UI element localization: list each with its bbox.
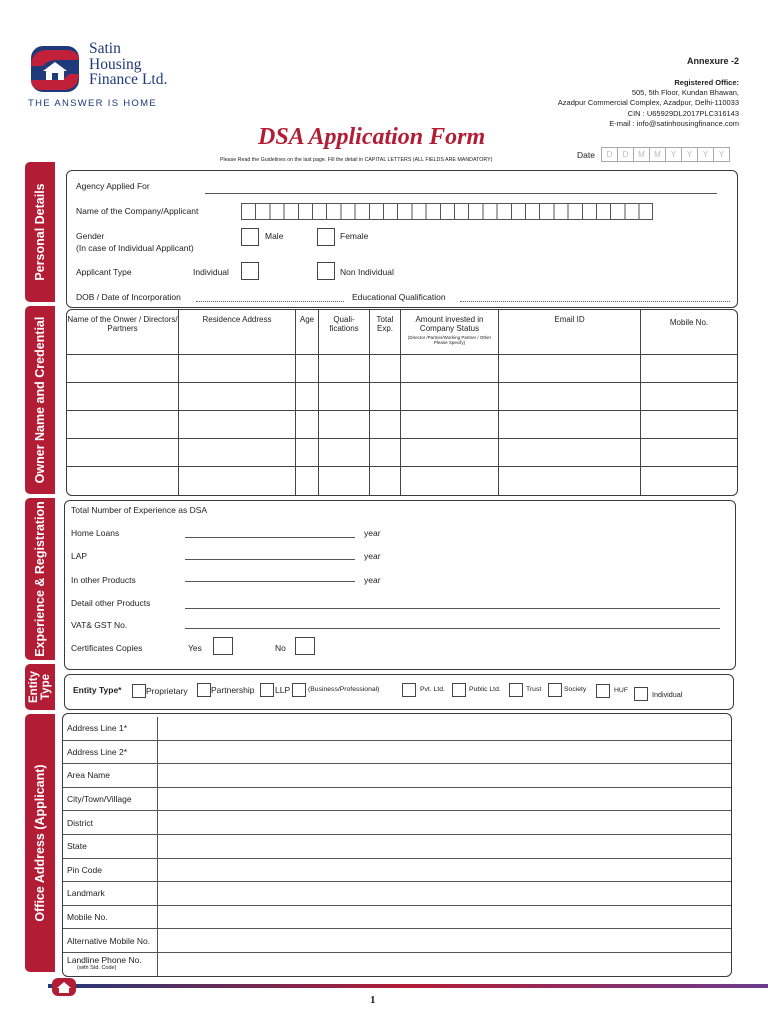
registered-office-block (558, 78, 739, 129)
education-input[interactable] (460, 301, 730, 302)
home-loans-input[interactable] (185, 537, 355, 538)
address-row (63, 929, 731, 953)
non-individual-checkbox[interactable] (317, 262, 335, 280)
date-box-month[interactable]: M (649, 147, 666, 162)
detail-other-label: Detail other Products (71, 598, 151, 608)
form-title: DSA Application Form (258, 124, 486, 150)
male-checkbox[interactable] (241, 228, 259, 246)
state-input[interactable] (158, 834, 732, 858)
city-input[interactable] (158, 787, 732, 811)
public-ltd-label: Public Ltd. (469, 686, 501, 693)
tab-office-address: Office Address (Applicant) (25, 714, 55, 972)
personal-details-section (66, 170, 738, 308)
experience-section (64, 500, 736, 670)
individual-checkbox[interactable] (241, 262, 259, 280)
company-name-label: Name of the Company/Applicant (76, 206, 199, 216)
other-products-input[interactable] (185, 581, 355, 582)
address-row (63, 717, 731, 740)
address-row (63, 834, 731, 858)
address-line-2-label: Address Line 2* (63, 740, 158, 764)
office-address-section (62, 713, 732, 977)
table-row[interactable] (67, 411, 738, 439)
district-input[interactable] (158, 811, 732, 835)
address-line-1-input[interactable] (158, 717, 732, 740)
form-instruction: Please Read the Guidelines on the last page. Fill the detail in CAPITAL LETTERS (ALL FIELDS ARE MANDATORY) (220, 157, 493, 163)
table-row[interactable] (67, 467, 738, 497)
lap-input[interactable] (185, 559, 355, 560)
yes-label: Yes (188, 643, 202, 653)
society-checkbox[interactable] (548, 683, 562, 697)
lap-label: LAP (71, 551, 88, 561)
year-label: year (364, 551, 381, 561)
vat-gst-input[interactable] (185, 628, 720, 629)
llp-checkbox[interactable] (260, 683, 274, 697)
office-address-line: Azadpur Commercial Complex, Azadpur, Delhi-110033 (557, 98, 739, 108)
male-label: Male (265, 231, 284, 241)
date-box-day[interactable]: D (617, 147, 634, 162)
trust-checkbox[interactable] (509, 683, 523, 697)
no-checkbox[interactable] (295, 637, 315, 655)
column-header: Quali- fications (319, 310, 370, 355)
certificates-label: Certificates Copies (71, 643, 143, 653)
house-logo-icon (29, 44, 81, 94)
tab-personal-details: Personal Details (25, 162, 55, 302)
office-email: E-mail : info@satinhousingfinance.com (609, 118, 739, 128)
address-row (63, 811, 731, 835)
huf-checkbox[interactable] (596, 684, 610, 698)
column-header: Name of the Onwer / Directors/ Partners (67, 310, 179, 355)
page-number: 1 (370, 994, 376, 1006)
column-header: Age (296, 310, 319, 355)
mobile-label: Mobile No. (63, 905, 158, 929)
company-logo (28, 40, 189, 114)
date-box-year[interactable]: Y (713, 147, 730, 162)
huf-label: HUF (614, 687, 628, 694)
tab-entity-type: Entity Type (25, 664, 55, 710)
date-label: Date (577, 150, 595, 160)
state-label: State (63, 834, 158, 858)
proprietary-checkbox[interactable] (132, 684, 146, 698)
home-footer-icon (52, 978, 76, 996)
date-box-year[interactable]: Y (681, 147, 698, 162)
llp-label: LLP (275, 685, 291, 695)
column-header: Total Exp. (370, 310, 401, 355)
year-label: year (364, 575, 381, 585)
address-line-2-input[interactable] (158, 740, 732, 764)
date-box-year[interactable]: Y (697, 147, 714, 162)
pvt-ltd-checkbox[interactable] (402, 683, 416, 697)
address-row (63, 905, 731, 929)
public-ltd-checkbox[interactable] (452, 683, 466, 697)
landline-input[interactable] (158, 952, 732, 975)
pin-code-label: Pin Code (63, 858, 158, 882)
office-cin: CIN : U65929DL2017PLC316143 (627, 108, 739, 118)
address-line-1-label: Address Line 1* (63, 717, 158, 740)
column-header: Mobile No. (641, 310, 738, 355)
non-individual-label: Non Individual (340, 267, 394, 277)
business-professional-label: (Business/Professional) (308, 686, 380, 693)
pin-code-input[interactable] (158, 858, 732, 882)
dob-label: DOB / Date of Incorporation (76, 292, 181, 302)
partnership-label: Partnership (211, 685, 255, 695)
landmark-label: Landmark (63, 882, 158, 906)
agency-input[interactable] (205, 193, 717, 194)
area-name-label: Area Name (63, 764, 158, 788)
other-products-label: In other Products (71, 575, 136, 585)
agency-label: Agency Applied For (76, 181, 150, 191)
column-header: Email ID (499, 310, 641, 355)
table-row[interactable] (67, 439, 738, 467)
registered-office-title: Registered Office: (674, 78, 739, 87)
address-row (63, 952, 731, 975)
logo-tagline: THE ANSWER IS HOME (28, 98, 157, 109)
home-loans-label: Home Loans (71, 528, 120, 538)
gender-label: Gender (76, 231, 105, 241)
individual-label: Individual (193, 267, 229, 277)
applicant-type-label: Applicant Type (76, 267, 132, 277)
tab-owner-credential: Owner Name and Credential (25, 306, 55, 494)
amount-status-note: (Director /Partner/Working Partner / Other Please Specify) (407, 335, 492, 345)
annexure-label: Annexure -2 (686, 56, 739, 66)
district-label: District (63, 811, 158, 835)
trust-label: Trust (526, 686, 542, 693)
landline-label: Landline Phone No. (67, 955, 142, 966)
address-row (63, 740, 731, 764)
landline-note: (with Std. Code) (77, 965, 117, 972)
footer-bar (48, 984, 768, 988)
proprietary-label: Proprietary (146, 686, 188, 696)
female-checkbox[interactable] (317, 228, 335, 246)
tab-experience-registration: Experience & Registration (25, 498, 55, 660)
column-header: Residence Address (179, 310, 296, 355)
owner-table-header (67, 310, 738, 355)
alt-mobile-label: Alternative Mobile No. (63, 929, 158, 953)
pvt-ltd-label: Pvt. Ltd. (420, 686, 445, 693)
mobile-input[interactable] (158, 905, 732, 929)
address-row (63, 858, 731, 882)
column-header: Amount invested in Company Status (Director /Partner/Working Partner / Other Please Specify) (401, 310, 499, 355)
gender-note: (In case of Individual Applicant) (76, 243, 194, 253)
date-box-year[interactable]: Y (665, 147, 682, 162)
area-name-input[interactable] (158, 764, 732, 788)
address-row (63, 787, 731, 811)
entity-type-label: Entity Type* (73, 685, 122, 695)
individual-entity-label: Individual (652, 690, 683, 699)
dob-input[interactable] (196, 301, 344, 302)
company-name-line-3: Finance Ltd. (89, 71, 168, 88)
individual-entity-checkbox[interactable] (634, 687, 648, 701)
owner-credential-section (66, 309, 738, 496)
date-field[interactable] (601, 147, 730, 162)
education-label: Educational Qualification (352, 292, 446, 302)
city-label: City/Town/Village (63, 787, 158, 811)
yes-checkbox[interactable] (213, 637, 233, 655)
no-label: No (275, 643, 286, 653)
landmark-input[interactable] (158, 882, 732, 906)
date-box-day[interactable]: D (601, 147, 618, 162)
office-address-table (63, 717, 731, 976)
table-row[interactable] (67, 355, 738, 383)
experience-heading: Total Number of Experience as DSA (71, 505, 208, 515)
company-name-line-1: Satin (89, 40, 121, 57)
company-name-char-boxes[interactable] (241, 203, 653, 220)
society-label: Society (564, 686, 587, 693)
vat-gst-label: VAT& GST No. (71, 620, 128, 630)
address-row (63, 882, 731, 906)
alt-mobile-input[interactable] (158, 929, 732, 953)
partnership-checkbox[interactable] (197, 683, 211, 697)
office-address-line: 505, 5th Floor, Kundan Bhawan, (631, 88, 739, 98)
year-label: year (364, 528, 381, 538)
female-label: Female (340, 231, 369, 241)
detail-other-input[interactable] (185, 608, 720, 609)
entity-type-section (64, 674, 734, 710)
table-row[interactable] (67, 383, 738, 411)
date-box-month[interactable]: M (633, 147, 650, 162)
address-row (63, 764, 731, 788)
business-professional-checkbox[interactable] (292, 683, 306, 697)
company-name-line-2: Housing (89, 55, 142, 73)
owner-table (66, 309, 738, 496)
